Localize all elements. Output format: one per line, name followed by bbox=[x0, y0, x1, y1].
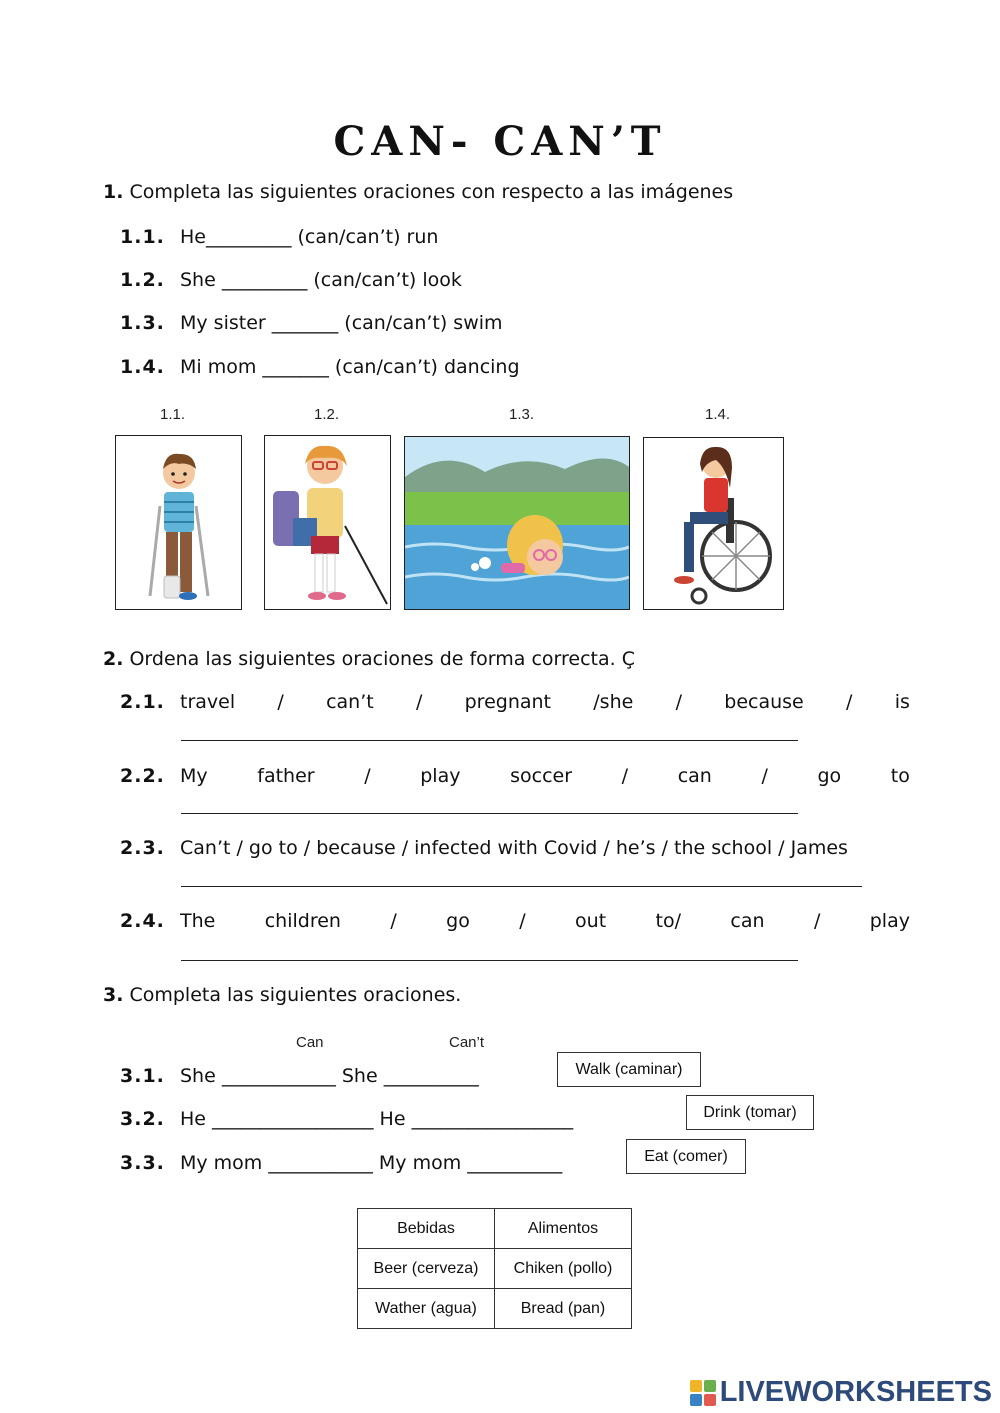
liveworksheets-logo-text: LIVEWORKSHEETS bbox=[719, 1376, 992, 1408]
exercise-3-3[interactable] bbox=[120, 1152, 562, 1174]
word: can bbox=[677, 765, 712, 787]
exercise-text: Mi mom _______ (can/can’t) dancing bbox=[180, 356, 520, 378]
section-2-instruction: Ordena las siguientes oraciones de forma correcta. Ç bbox=[129, 648, 635, 670]
word: / bbox=[761, 765, 768, 787]
table-cell: Chiken (pollo) bbox=[495, 1249, 632, 1289]
word: is bbox=[894, 691, 910, 713]
table-row bbox=[358, 1289, 632, 1329]
word: go bbox=[817, 765, 842, 787]
word: because bbox=[724, 691, 804, 713]
word: children bbox=[264, 910, 341, 932]
section-2-heading bbox=[103, 648, 635, 670]
word: Can’t / go to / because / infected with Covid / he’s / the school / James bbox=[180, 837, 848, 859]
exercise-1-3[interactable] bbox=[120, 312, 503, 334]
table-cell: Bread (pan) bbox=[495, 1289, 632, 1329]
word: / bbox=[621, 765, 629, 787]
answer-line-2-1[interactable] bbox=[181, 740, 798, 741]
liveworksheets-logo-icon bbox=[690, 1380, 716, 1406]
exercise-1-1[interactable] bbox=[120, 226, 438, 248]
word: play bbox=[420, 765, 461, 787]
exercise-number: 2.3. bbox=[120, 837, 165, 859]
table-cell: Wather (agua) bbox=[358, 1289, 495, 1329]
exercise-text: My mom ___________ My mom __________ bbox=[180, 1152, 563, 1174]
exercise-number: 1.2. bbox=[120, 269, 165, 291]
exercise-text: He _________________ He _________________ bbox=[180, 1108, 574, 1130]
word: / bbox=[675, 691, 682, 713]
vocabulary-table bbox=[357, 1208, 632, 1329]
exercise-number: 3.3. bbox=[120, 1152, 165, 1174]
exercise-number: 1.1. bbox=[120, 226, 165, 248]
image-caption-1: 1.1. bbox=[160, 406, 186, 423]
answer-line-2-3[interactable] bbox=[181, 886, 862, 887]
page-title: CAN- CAN’T bbox=[333, 118, 667, 165]
image-caption-2: 1.2. bbox=[314, 406, 340, 423]
section-3-heading bbox=[103, 984, 461, 1006]
word: father bbox=[257, 765, 315, 787]
word: out bbox=[575, 910, 607, 932]
hint-box-walk: Walk (caminar) bbox=[557, 1052, 701, 1087]
exercise-number: 3.1. bbox=[120, 1065, 165, 1087]
exercise-number: 2.1. bbox=[120, 691, 165, 713]
woman-in-wheelchair-image bbox=[643, 437, 784, 610]
exercise-number: 2.4. bbox=[120, 910, 165, 932]
section-2-number: 2. bbox=[103, 648, 124, 670]
word: /she bbox=[593, 691, 634, 713]
word: to/ bbox=[655, 910, 682, 932]
word: soccer bbox=[510, 765, 573, 787]
exercise-number: 1.4. bbox=[120, 356, 165, 378]
word: / bbox=[415, 691, 423, 713]
section-1-instruction: Completa las siguientes oraciones con respecto a las imágenes bbox=[129, 181, 734, 203]
exercise-text: She _________ (can/can’t) look bbox=[180, 269, 462, 291]
word: My bbox=[180, 765, 208, 787]
column-label-cant: Can’t bbox=[449, 1034, 485, 1051]
exercise-2-1 bbox=[120, 691, 910, 713]
word: / bbox=[390, 910, 397, 932]
exercise-2-3 bbox=[120, 837, 910, 859]
exercise-text: My sister _______ (can/can’t) swim bbox=[180, 312, 503, 334]
answer-line-2-2[interactable] bbox=[181, 813, 798, 814]
blind-girl-image bbox=[264, 435, 391, 610]
word: travel bbox=[180, 691, 236, 713]
table-header-row bbox=[358, 1209, 632, 1249]
exercise-2-2 bbox=[120, 765, 910, 787]
word: can’t bbox=[326, 691, 374, 713]
word: The bbox=[180, 910, 216, 932]
word: / bbox=[364, 765, 371, 787]
word-list bbox=[180, 765, 910, 787]
exercise-number: 2.2. bbox=[120, 765, 165, 787]
section-3-number: 3. bbox=[103, 984, 124, 1006]
section-1-number: 1. bbox=[103, 181, 124, 203]
exercise-2-4 bbox=[120, 910, 910, 932]
word-list bbox=[180, 910, 910, 932]
column-label-can: Can bbox=[296, 1034, 324, 1051]
hint-box-drink: Drink (tomar) bbox=[686, 1095, 814, 1130]
word-list bbox=[180, 837, 910, 859]
table-row bbox=[358, 1249, 632, 1289]
girl-swimming-image bbox=[404, 436, 630, 610]
exercise-number: 3.2. bbox=[120, 1108, 165, 1130]
exercise-text: He_________ (can/can’t) run bbox=[180, 226, 439, 248]
exercise-1-4[interactable] bbox=[120, 356, 520, 378]
hint-box-eat: Eat (comer) bbox=[626, 1139, 746, 1174]
image-caption-4: 1.4. bbox=[705, 406, 731, 423]
exercise-3-2[interactable] bbox=[120, 1108, 573, 1130]
word: / bbox=[277, 691, 284, 713]
liveworksheets-logo[interactable] bbox=[690, 1376, 992, 1409]
word: / bbox=[519, 910, 526, 932]
image-caption-3: 1.3. bbox=[509, 406, 535, 423]
boy-on-crutches-image bbox=[115, 435, 242, 610]
answer-line-2-4[interactable] bbox=[181, 960, 798, 961]
exercise-number: 1.3. bbox=[120, 312, 165, 334]
exercise-3-1[interactable] bbox=[120, 1065, 479, 1087]
table-header-cell: Alimentos bbox=[495, 1209, 632, 1249]
section-1-heading bbox=[103, 181, 733, 203]
word: / bbox=[846, 691, 853, 713]
table-header-cell: Bebidas bbox=[358, 1209, 495, 1249]
word: go bbox=[446, 910, 470, 932]
word: can bbox=[730, 910, 765, 932]
word: play bbox=[869, 910, 910, 932]
word: pregnant bbox=[464, 691, 552, 713]
table-cell: Beer (cerveza) bbox=[358, 1249, 495, 1289]
exercise-1-2[interactable] bbox=[120, 269, 462, 291]
section-3-instruction: Completa las siguientes oraciones. bbox=[129, 984, 462, 1006]
word: to bbox=[890, 765, 910, 787]
exercise-text: She ____________ She __________ bbox=[180, 1065, 479, 1087]
word-list bbox=[180, 691, 910, 713]
word: / bbox=[813, 910, 821, 932]
